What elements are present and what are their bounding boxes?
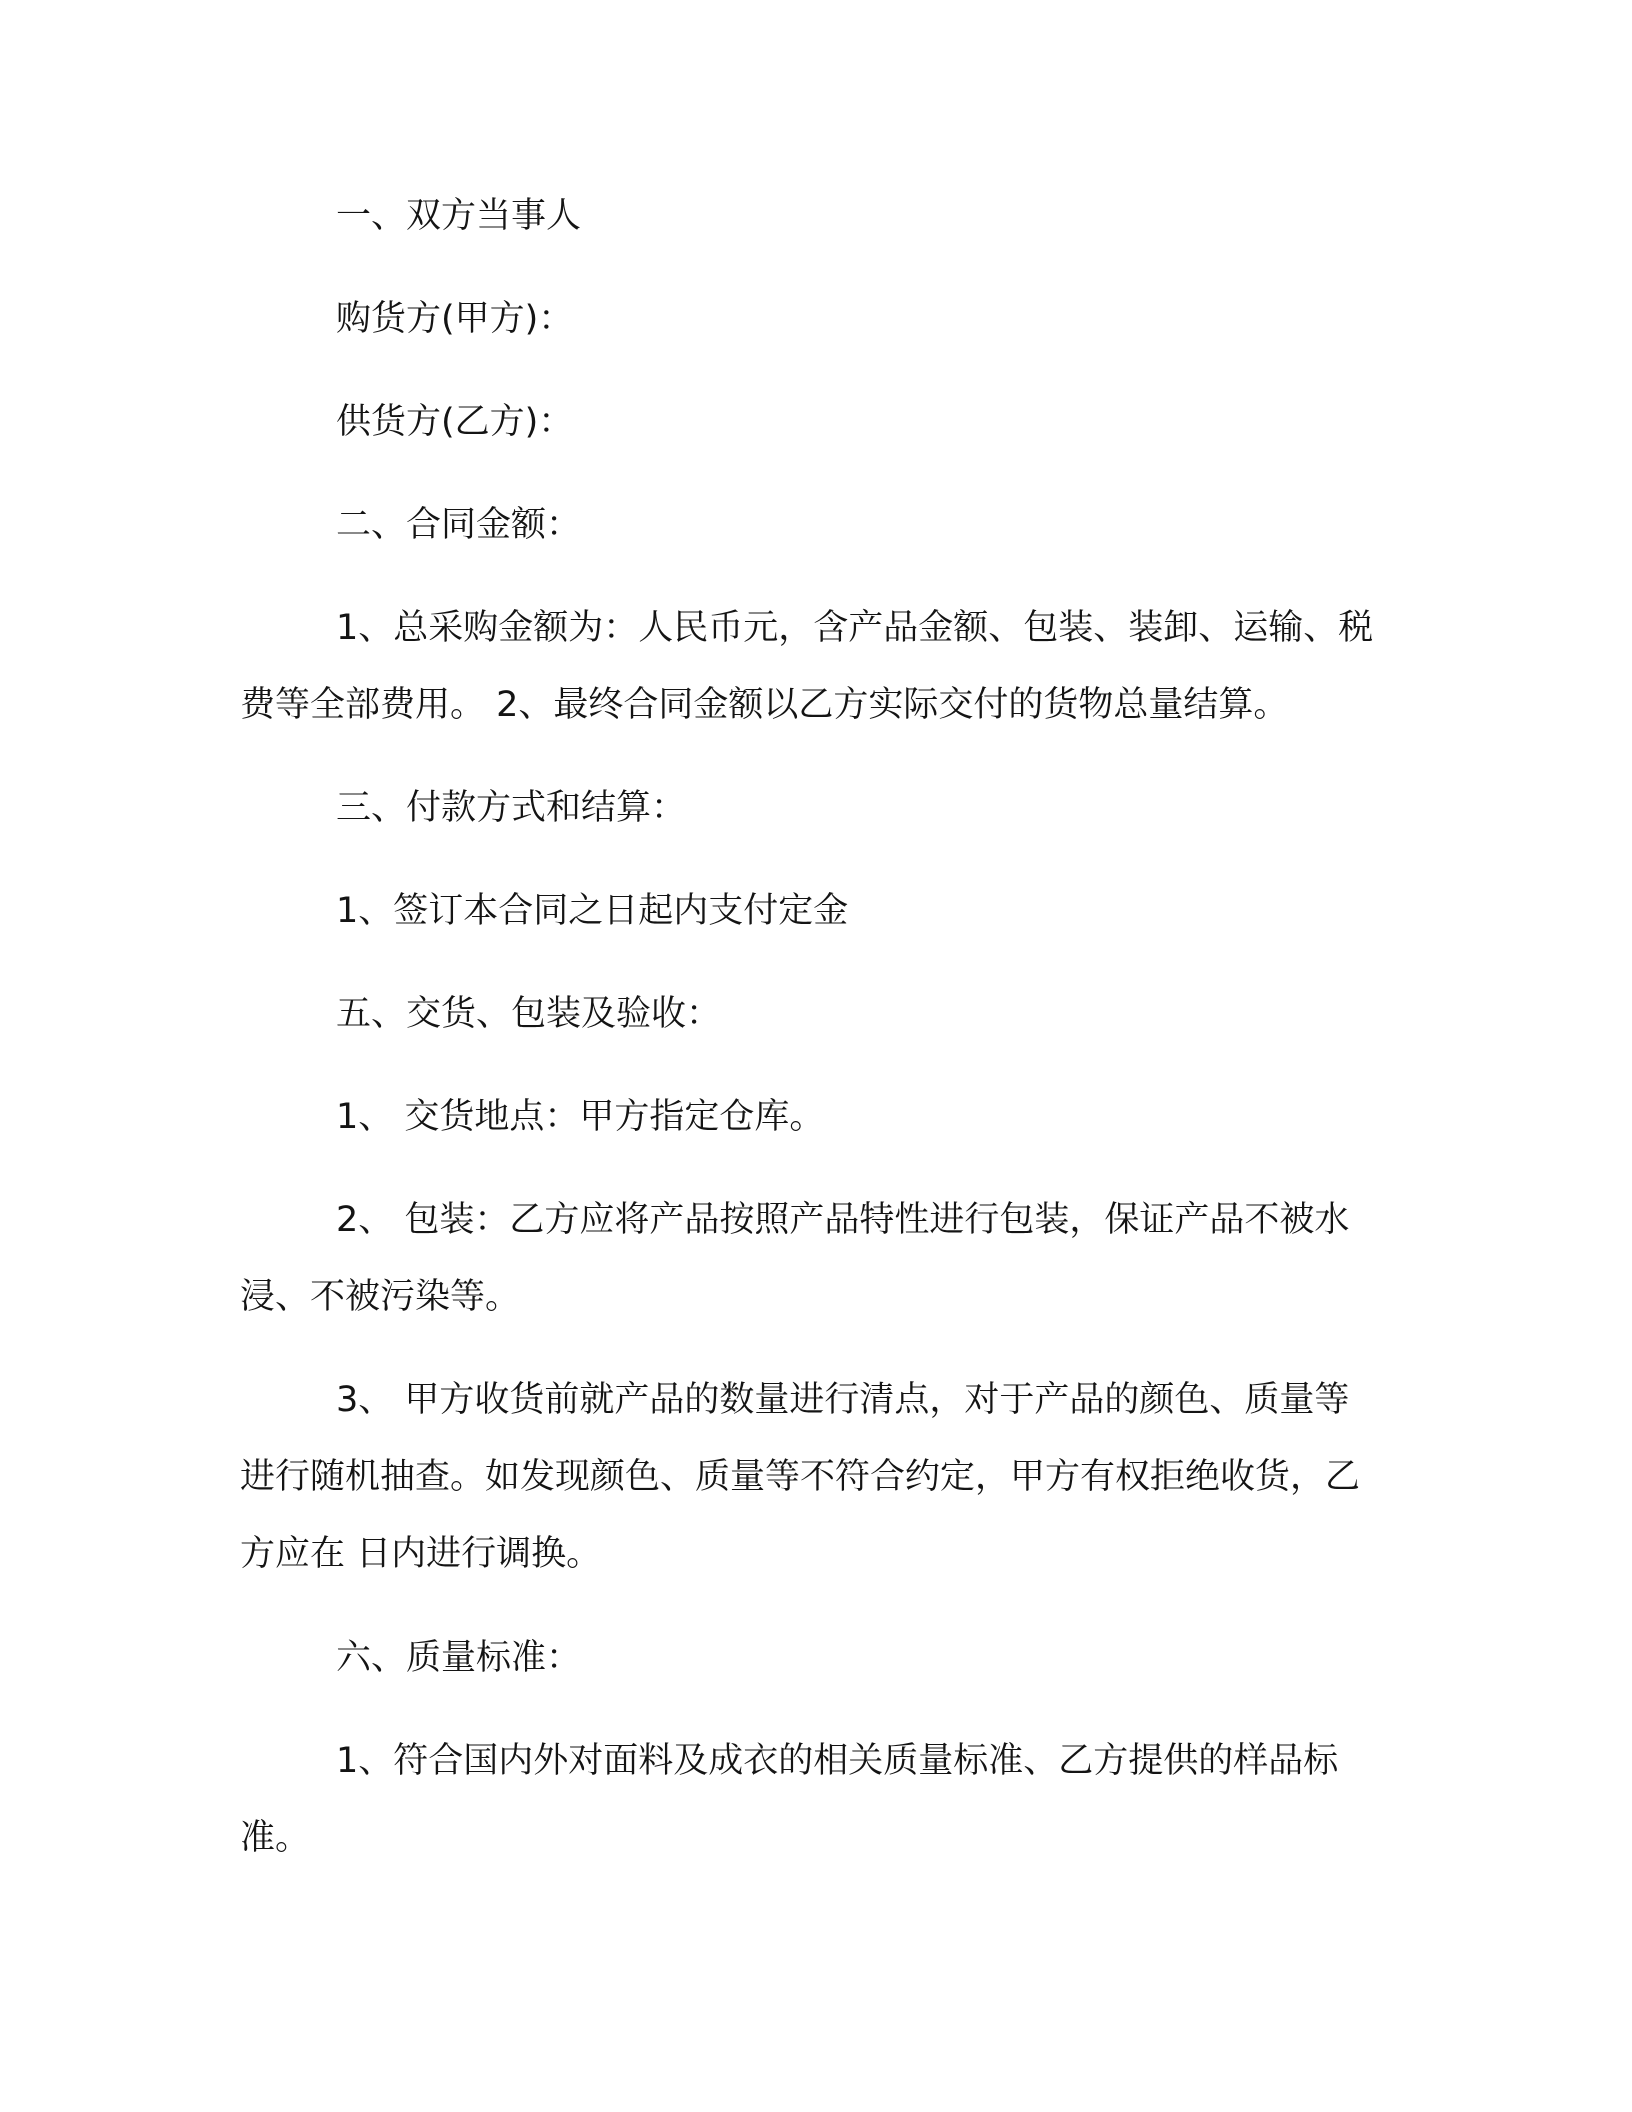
heading-delivery: 五、交货、包装及验收： bbox=[336, 994, 722, 1034]
supplier-line: 供货方(乙方)： bbox=[336, 402, 574, 442]
delivery-location-clause: 1、 交货地点：甲方指定仓库。 bbox=[336, 1097, 825, 1137]
amount-clause: 1、总采购金额为：人民币元，含产品金额、包装、装卸、运输、税费等全部费用。 2、最终合同金额以乙方实际交付的货物总量结算。 bbox=[240, 608, 1374, 725]
heading-payment: 三、付款方式和结算： bbox=[336, 788, 687, 828]
buyer-line: 购货方(甲方)： bbox=[336, 299, 574, 339]
quality-clause: 1、符合国内外对面料及成衣的相关质量标准、乙方提供的样品标准。 bbox=[240, 1741, 1339, 1858]
heading-contract-amount: 二、合同金额： bbox=[336, 505, 582, 545]
heading-quality: 六、质量标准： bbox=[336, 1638, 582, 1678]
heading-parties: 一、双方当事人 bbox=[336, 196, 582, 236]
payment-clause: 1、签订本合同之日起内支付定金 bbox=[336, 891, 849, 931]
packaging-clause: 2、 包装：乙方应将产品按照产品特性进行包装，保证产品不被水浸、不被污染等。 bbox=[240, 1200, 1350, 1317]
inspection-clause: 3、 甲方收货前就产品的数量进行清点，对于产品的颜色、质量等进行随机抽查。如发现颜色、质量等不符合约定，甲方有权拒绝收货，乙方应在 日内进行调换。 bbox=[240, 1380, 1361, 1574]
